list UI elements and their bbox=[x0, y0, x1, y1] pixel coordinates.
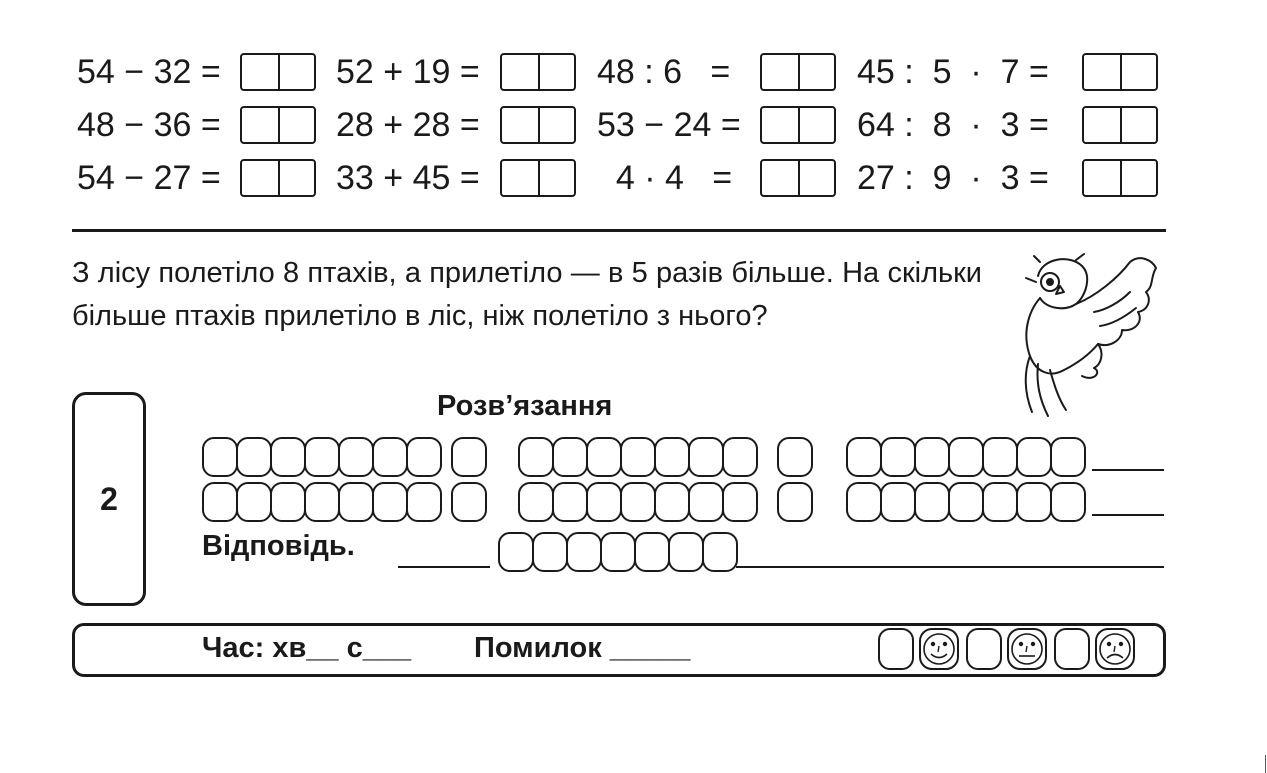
equation-answer-box[interactable] bbox=[500, 106, 576, 144]
equation-answer-box[interactable] bbox=[240, 159, 316, 197]
digit-cell[interactable] bbox=[914, 482, 950, 522]
digit-cell[interactable] bbox=[552, 437, 588, 477]
unit-line[interactable] bbox=[1092, 469, 1164, 471]
answer-line-2[interactable] bbox=[736, 566, 1164, 568]
operator-cell[interactable] bbox=[777, 482, 813, 522]
digit-cell[interactable] bbox=[722, 482, 758, 522]
digit-cell[interactable] bbox=[304, 437, 340, 477]
smiley-face-icon bbox=[919, 628, 959, 670]
digit-cell[interactable] bbox=[532, 532, 568, 572]
neutral-checkbox[interactable] bbox=[966, 628, 1002, 670]
time-label: Час: хв__ с___ bbox=[202, 632, 412, 664]
number-cells-b[interactable] bbox=[518, 437, 756, 477]
digit-cell[interactable] bbox=[372, 437, 408, 477]
page-edge-mark bbox=[1265, 755, 1266, 773]
digit-cell[interactable] bbox=[566, 532, 602, 572]
digit-cell[interactable] bbox=[236, 437, 272, 477]
owl-illustration bbox=[1010, 252, 1170, 422]
equation-answer-box[interactable] bbox=[1082, 159, 1158, 197]
digit-cell[interactable] bbox=[236, 482, 272, 522]
digit-cell[interactable] bbox=[722, 437, 758, 477]
equation-answer-box[interactable] bbox=[500, 159, 576, 197]
digit-cell[interactable] bbox=[202, 437, 238, 477]
digit-cell[interactable] bbox=[586, 482, 622, 522]
equation-expression: 45 : 5 · 7 = bbox=[857, 53, 1049, 91]
digit-cell[interactable] bbox=[948, 482, 984, 522]
equation-expression: 54 − 32 = bbox=[77, 53, 221, 91]
equation-answer-box[interactable] bbox=[1082, 106, 1158, 144]
digit-cell[interactable] bbox=[620, 482, 656, 522]
digit-cell[interactable] bbox=[586, 437, 622, 477]
equation-expression: 4 · 4 = bbox=[597, 159, 733, 197]
digit-cell[interactable] bbox=[406, 482, 442, 522]
solution-title: Розв’язання bbox=[437, 390, 613, 422]
digit-cell[interactable] bbox=[498, 532, 534, 572]
digit-cell[interactable] bbox=[1016, 437, 1052, 477]
answer-label: Відповідь. bbox=[202, 530, 355, 562]
digit-cell[interactable] bbox=[1016, 482, 1052, 522]
equation-expression: 54 − 27 = bbox=[77, 159, 221, 197]
equation-expression: 48 : 6 = bbox=[597, 53, 731, 91]
result-cells[interactable] bbox=[846, 482, 1084, 522]
digit-cell[interactable] bbox=[948, 437, 984, 477]
digit-cell[interactable] bbox=[518, 482, 554, 522]
equation-answer-box[interactable] bbox=[500, 53, 576, 91]
digit-cell[interactable] bbox=[620, 437, 656, 477]
equation-expression: 52 + 19 = bbox=[336, 53, 480, 91]
digit-cell[interactable] bbox=[338, 437, 374, 477]
digit-cell[interactable] bbox=[654, 437, 690, 477]
unit-line[interactable] bbox=[1092, 514, 1164, 516]
smiley-checkbox[interactable] bbox=[878, 628, 914, 670]
operator-cell[interactable] bbox=[777, 437, 813, 477]
number-cells-b[interactable] bbox=[518, 482, 756, 522]
digit-cell[interactable] bbox=[1050, 482, 1086, 522]
sad-checkbox[interactable] bbox=[1054, 628, 1090, 670]
digit-cell[interactable] bbox=[982, 437, 1018, 477]
digit-cell[interactable] bbox=[702, 532, 738, 572]
equation-answer-box[interactable] bbox=[240, 106, 316, 144]
errors-label: Помилок _____ bbox=[474, 632, 691, 664]
equation-expression: 33 + 45 = bbox=[336, 159, 480, 197]
digit-cell[interactable] bbox=[372, 482, 408, 522]
digit-cell[interactable] bbox=[552, 482, 588, 522]
digit-cell[interactable] bbox=[600, 532, 636, 572]
digit-cell[interactable] bbox=[1050, 437, 1086, 477]
equation-expression: 28 + 28 = bbox=[336, 106, 480, 144]
equation-answer-box[interactable] bbox=[240, 53, 316, 91]
equation-expression: 64 : 8 · 3 = bbox=[857, 106, 1049, 144]
answer-line-1[interactable] bbox=[398, 566, 490, 568]
neutral-face-icon bbox=[1007, 628, 1047, 670]
equation-answer-box[interactable] bbox=[760, 53, 836, 91]
result-cells[interactable] bbox=[846, 437, 1084, 477]
task-number: 2 bbox=[100, 480, 118, 517]
sad-face-icon bbox=[1095, 628, 1135, 670]
digit-cell[interactable] bbox=[270, 482, 306, 522]
operator-cell[interactable] bbox=[451, 482, 487, 522]
equation-expression: 48 − 36 = bbox=[77, 106, 221, 144]
operator-cell[interactable] bbox=[451, 437, 487, 477]
equation-expression: 53 − 24 = bbox=[597, 106, 741, 144]
number-cells-a[interactable] bbox=[202, 437, 440, 477]
digit-cell[interactable] bbox=[518, 437, 554, 477]
digit-cell[interactable] bbox=[914, 437, 950, 477]
digit-cell[interactable] bbox=[846, 482, 882, 522]
equation-answer-box[interactable] bbox=[760, 106, 836, 144]
digit-cell[interactable] bbox=[202, 482, 238, 522]
digit-cell[interactable] bbox=[338, 482, 374, 522]
digit-cell[interactable] bbox=[688, 437, 724, 477]
word-problem-text: З лісу полетіло 8 птахів, а прилетіло — в 5 разів більше. На скільки більше птахів прилетіло в ліс, ніж полетіло з нього? bbox=[72, 257, 982, 332]
number-cells-a[interactable] bbox=[202, 482, 440, 522]
section-divider bbox=[72, 229, 1166, 232]
digit-cell[interactable] bbox=[654, 482, 690, 522]
digit-cell[interactable] bbox=[304, 482, 340, 522]
equation-answer-box[interactable] bbox=[760, 159, 836, 197]
digit-cell[interactable] bbox=[880, 437, 916, 477]
answer-cells[interactable] bbox=[498, 532, 736, 572]
digit-cell[interactable] bbox=[668, 532, 704, 572]
digit-cell[interactable] bbox=[846, 437, 882, 477]
digit-cell[interactable] bbox=[270, 437, 306, 477]
digit-cell[interactable] bbox=[982, 482, 1018, 522]
equation-expression: 27 : 9 · 3 = bbox=[857, 159, 1049, 197]
digit-cell[interactable] bbox=[688, 482, 724, 522]
digit-cell[interactable] bbox=[880, 482, 916, 522]
digit-cell[interactable] bbox=[406, 437, 442, 477]
task-number-box bbox=[72, 392, 146, 606]
equation-answer-box[interactable] bbox=[1082, 53, 1158, 91]
digit-cell[interactable] bbox=[634, 532, 670, 572]
